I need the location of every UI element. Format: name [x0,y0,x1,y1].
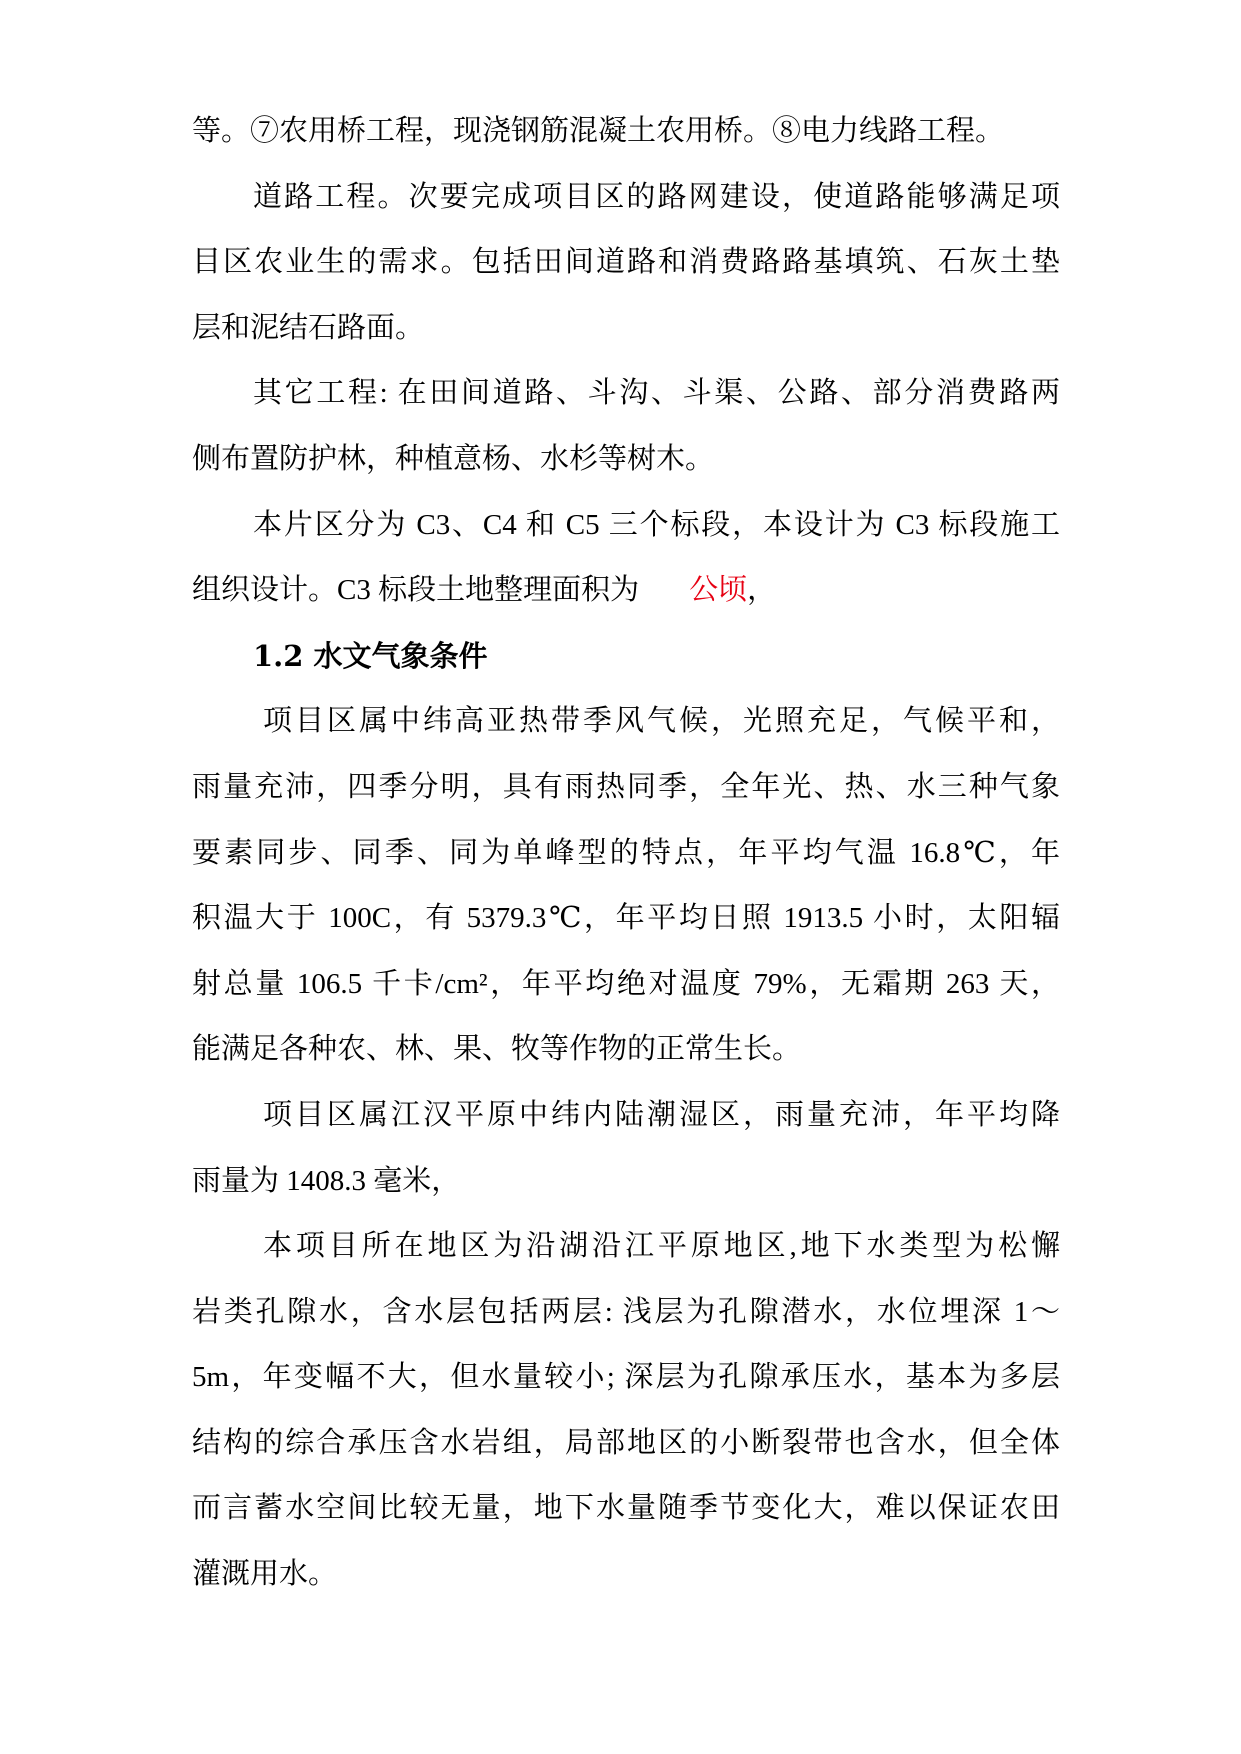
area-unit-highlight: 公顷 [689,574,748,607]
text-line: 积温大于 100C，有 5379.3℃，年平均日照 1913.5 小时，太阳辐 [192,902,1060,935]
text-line: 能满足各种农、林、果、牧等作物的正常生长。 [192,1033,802,1066]
document-page [192,99,1060,1608]
text-line: 结构的综合承压含水岩组，局部地区的小断裂带也含水，但全体 [192,1426,1060,1459]
area-label: 组织设计。C3 标段土地整理面积为 [192,574,640,607]
text-line: 本项目所在地区为沿湖沿江平原地区,地下水类型为松懈 [263,1230,1060,1263]
text-line: 层和泥结石路面。 [192,311,425,344]
text-line: 本片区分为 C3、C4 和 C5 三个标段，本设计为 C3 标段施工 [253,508,1060,541]
text-line: 雨量为 1408.3 毫米， [192,1164,461,1197]
text-line: 等。⑦农用桥工程，现浇钢筋混凝土农用桥。⑧电力线路工程。 [192,115,1005,147]
text-line: 道路工程。次要完成项目区的路网建设，使道路能够满足项 [253,180,1060,213]
text-line: 侧布置防护林，种植意杨、水杉等树木。 [192,442,715,475]
paragraph-sections [192,493,1060,624]
text-line: 雨量充沛，四季分明，具有雨热同季，全年光、热、水三种气象 [192,770,1060,803]
text-line: 项目区属江汉平原中纬内陆潮湿区，雨量充沛，年平均降 [263,1098,1060,1131]
paragraph-other-works [192,361,1060,492]
text-line: 要素同步、同季、同为单峰型的特点，年平均气温 16.8℃，年 [192,836,1060,869]
text-line: 目区农业生的需求。包括田间道路和消费路路基填筑、石灰土垫 [192,246,1060,279]
paragraph-groundwater [192,1214,1060,1608]
section-heading: 1.2 水文气象条件 [253,638,488,673]
text-line [192,558,1060,624]
paragraph-rainfall [192,1083,1060,1214]
punctuation: ， [747,574,777,607]
paragraph-road-works [192,165,1060,362]
paragraph-electric-works [192,99,1060,165]
paragraph-climate [192,689,1060,1083]
text-line: 而言蓄水空间比较无量，地下水量随季节变化大，难以保证农田 [192,1492,1060,1525]
text-line: 灌溉用水。 [192,1558,338,1591]
text-line: 射总量 106.5 千卡/cm²，年平均绝对温度 79%，无霜期 263 天， [192,967,1060,1000]
text-line: 5m，年变幅不大，但水量较小; 深层为孔隙承压水，基本为多层 [192,1361,1060,1394]
text-line: 项目区属中纬高亚热带季风气候，光照充足，气候平和， [263,705,1060,738]
text-line: 其它工程: 在田间道路、斗沟、斗渠、公路、部分消费路两 [253,377,1060,410]
text-line: 岩类孔隙水，含水层包括两层: 浅层为孔隙潜水，水位埋深 1～ [192,1295,1060,1328]
